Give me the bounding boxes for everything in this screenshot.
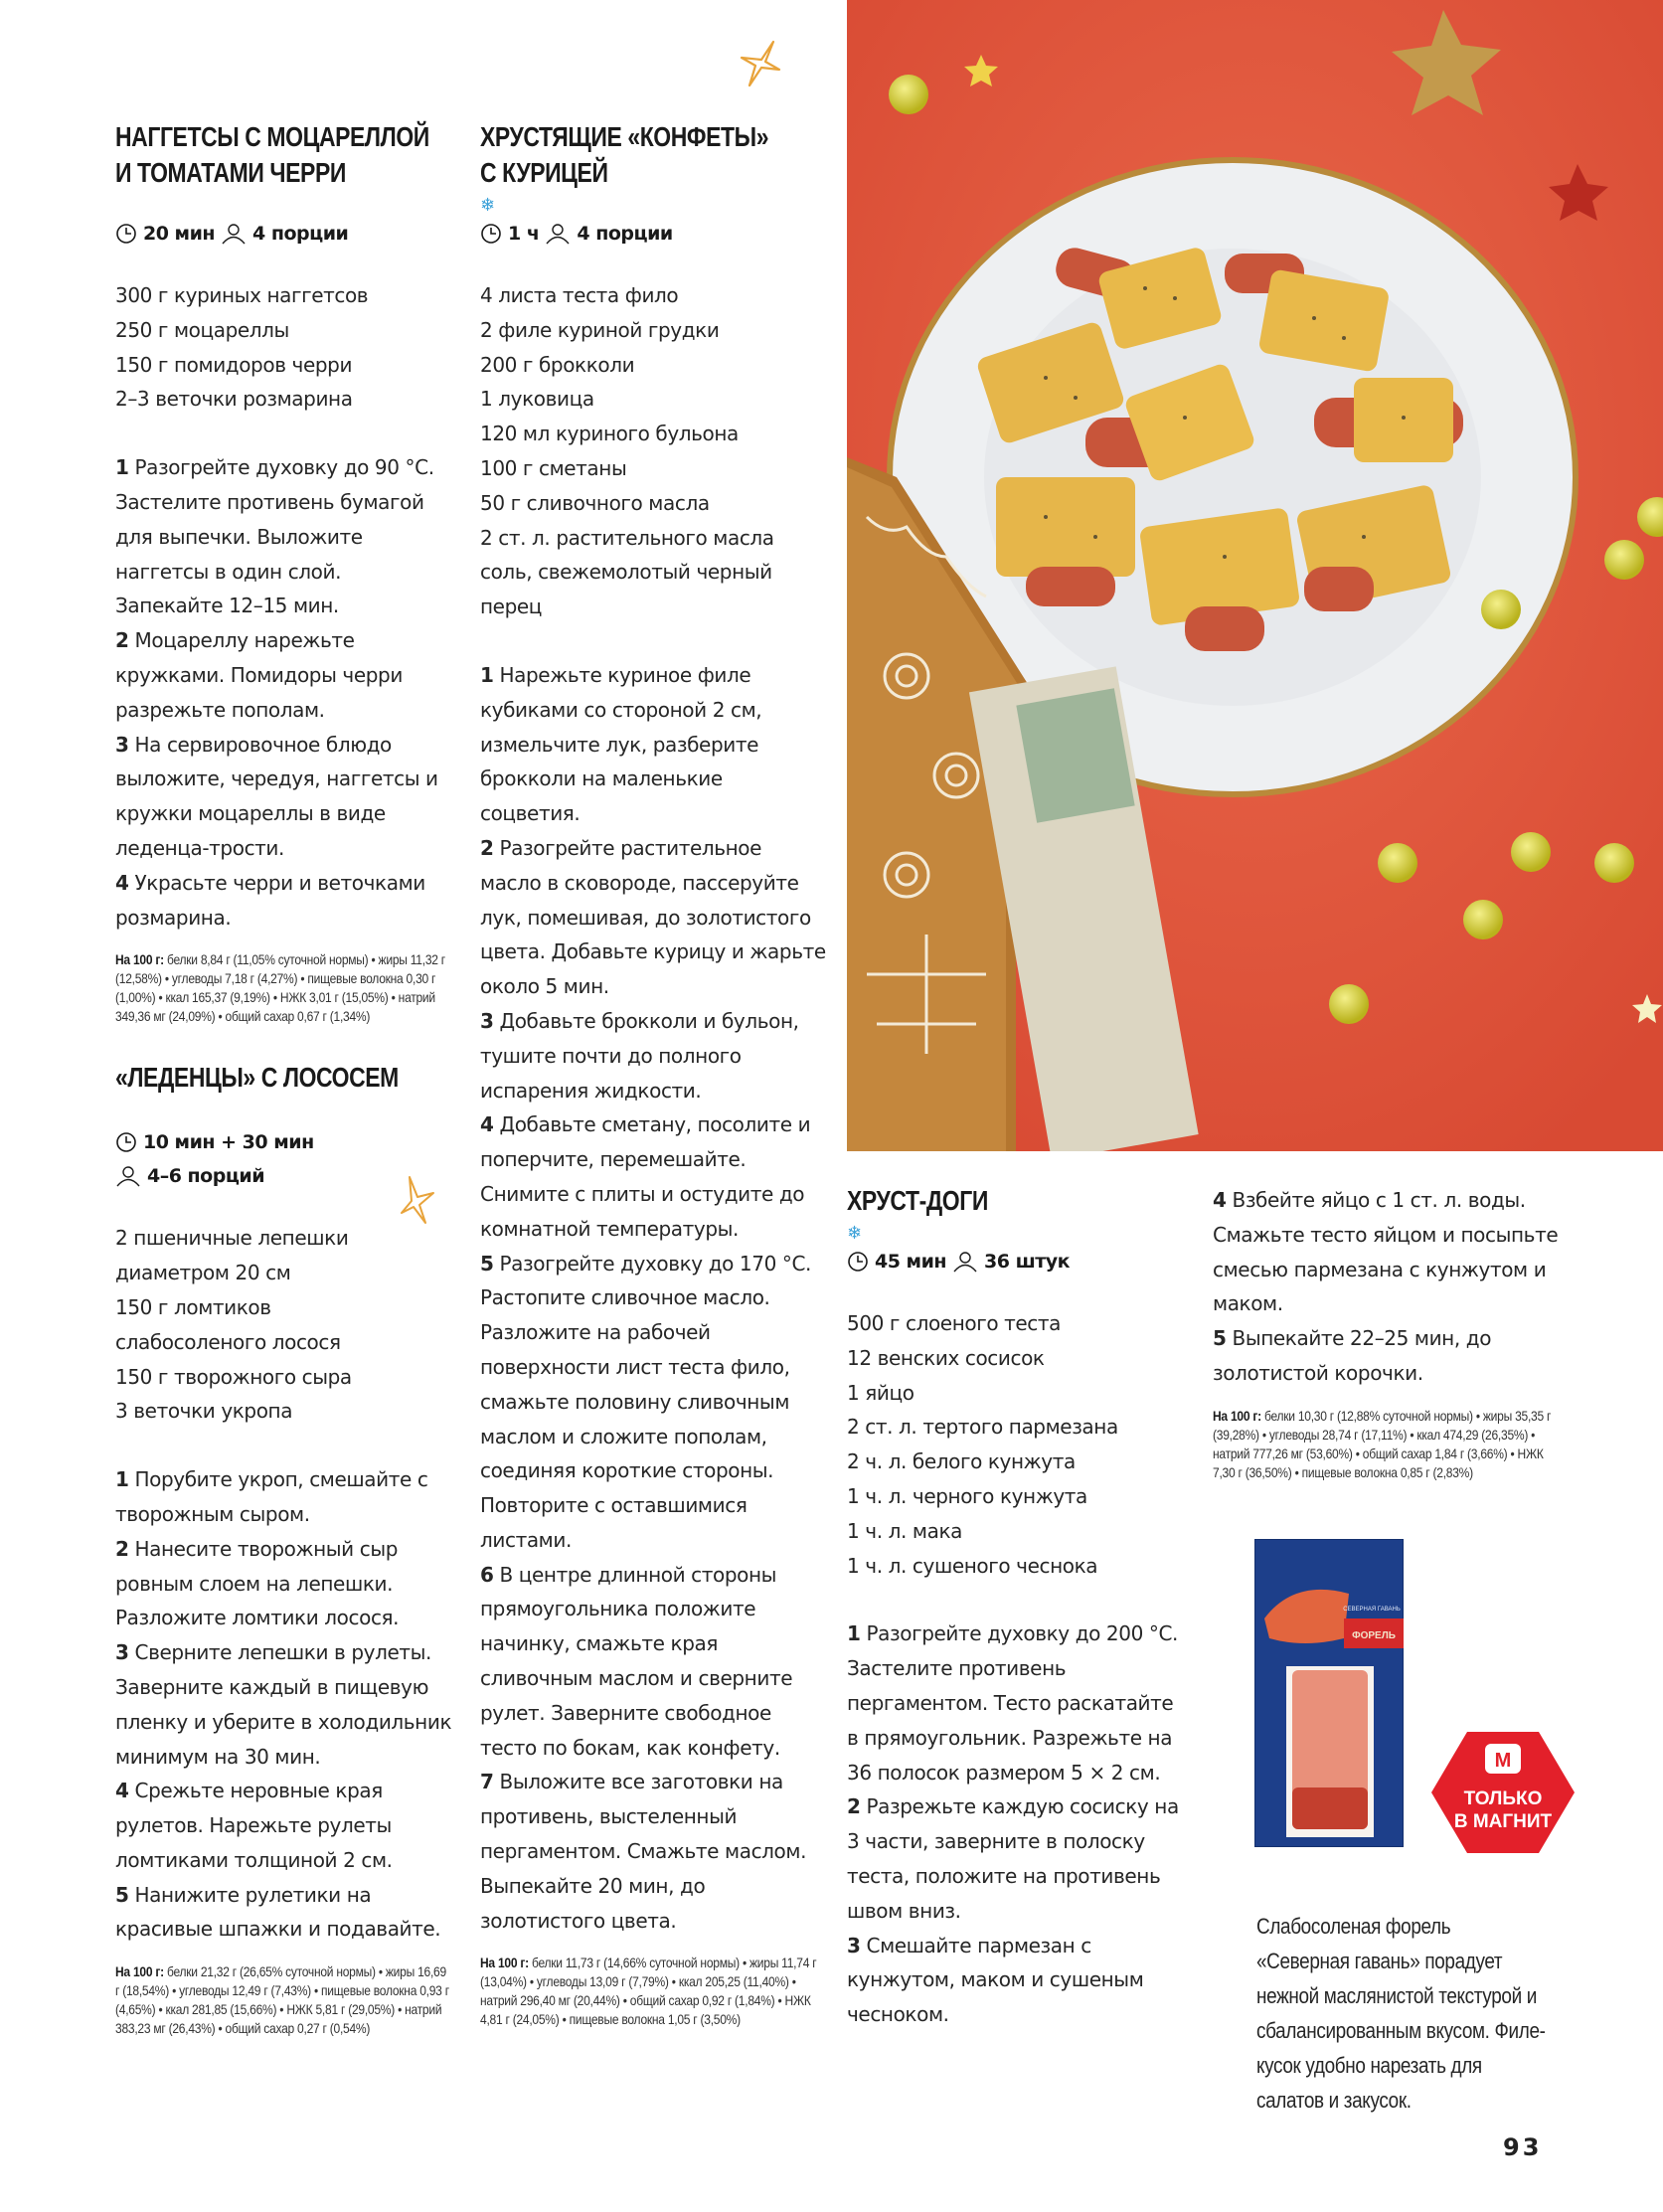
step-number: 2 <box>480 835 494 860</box>
nutrition-info <box>480 1954 827 2029</box>
ingredient: 12 венских сосисок <box>847 1345 1045 1370</box>
ingredient: 150 г творожного сыра <box>115 1364 352 1389</box>
ingredient: 250 г моцареллы <box>115 317 289 342</box>
page-number: 93 <box>1503 2133 1543 2161</box>
servings: 4 порции <box>577 223 673 245</box>
ingredient: соль, свежемолотый черный <box>480 560 772 585</box>
step-number: 1 <box>115 1467 129 1492</box>
step <box>115 1635 453 1774</box>
step-number: 2 <box>115 628 129 653</box>
step-text: Украсьте черри и веточками розмарина. <box>115 870 425 930</box>
cook-time: 1 ч <box>508 223 540 245</box>
step-number: 1 <box>115 455 129 480</box>
recipe-title <box>847 1183 1124 1219</box>
nutrition-label: На 100 г: <box>115 951 164 968</box>
ingredients-list <box>115 1221 453 1429</box>
ingredients-list <box>847 1306 1185 1583</box>
step-number: 5 <box>115 1882 129 1907</box>
step <box>115 728 453 866</box>
title-line: ХРУСТ-ДОГИ <box>847 1185 988 1216</box>
step-text: Добавьте брокколи и бульон, тушите почти до полного испарения жидкости. <box>480 1008 799 1103</box>
step <box>480 1765 828 1938</box>
ingredient: слабосоленого лосося <box>115 1329 341 1354</box>
step-number: 1 <box>480 662 494 687</box>
product-package-image <box>1254 1539 1404 1847</box>
ingredient: 1 ч. л. сушеного чеснока <box>847 1553 1098 1578</box>
ingredient: 2 пшеничные лепешки <box>115 1226 349 1251</box>
step-text: Смешайте пармезан с кунжутом, маком и сушеным чесноком. <box>847 1933 1144 2027</box>
nutrition-info <box>115 950 452 1026</box>
clock-icon <box>115 1131 137 1153</box>
ingredient: 300 г куриных наггетсов <box>115 283 369 307</box>
time-line <box>115 1125 314 1159</box>
cook-time: 20 мин <box>143 223 216 245</box>
step-number: 2 <box>115 1536 129 1561</box>
step-text: Порубите укроп, смешайте с творожным сыром. <box>115 1467 428 1526</box>
step-text: Разрежьте каждую сосиску на 3 части, заверните в полоску теста, положите на противень швом вниз. <box>847 1794 1179 1923</box>
recipe-crunch-dogs-continued <box>1213 1183 1561 1482</box>
title-line: НАГГЕТСЫ С МОЦАРЕЛЛОЙ <box>115 121 429 152</box>
step <box>480 1558 828 1766</box>
ingredients-list <box>115 278 453 417</box>
magnit-logo-letter: М <box>1494 1750 1512 1772</box>
step-number: 5 <box>480 1251 494 1276</box>
recipe-nuggets <box>115 119 453 2038</box>
recipe-crunch-dogs <box>847 1183 1185 2032</box>
person-icon <box>115 1165 141 1187</box>
nutrition-label: На 100 г: <box>480 1955 529 1971</box>
servings: 36 штук <box>984 1251 1071 1273</box>
ingredient: 2 ст. л. растительного масла <box>480 525 774 550</box>
nutrition-values: белки 10,30 г (12,88% суточной нормы) • жиры 35,35 г (39,28%) • углеводы 28,74 г (17,11%) • ккал 474,29 (26,35%) • натрий 777,26 мг (53,60%) • общий сахар 1,84 г (3,66%) • НЖК 7,30 г (36,50%) • пищевые волокна 0,85 г (2,83%) <box>1213 1407 1552 1480</box>
step <box>480 831 828 1004</box>
ingredient: 4 листа теста фило <box>480 283 679 307</box>
ingredient: 1 яйцо <box>847 1380 915 1405</box>
step-number: 5 <box>1213 1326 1227 1351</box>
food-photo <box>847 0 1663 1151</box>
ingredient: 2 филе куриной грудки <box>480 317 720 342</box>
step <box>847 1929 1185 2032</box>
title-line: ХРУСТЯЩИЕ «КОНФЕТЫ» <box>480 121 769 152</box>
step <box>1213 1183 1561 1321</box>
step-number: 3 <box>115 732 129 757</box>
ingredient: 3 веточки укропа <box>115 1399 293 1424</box>
snowflake-icon: ❄ <box>847 1223 863 1244</box>
recipe-meta <box>115 1125 453 1193</box>
product-caption: Слабосоленая форель «Северная гавань» порадует нежной маслянистой текстурой и сбалансированным вкусом. Филе-кусок удобно нарезать для салатов и закусок. <box>1256 1914 1546 2113</box>
ingredient: 100 г сметаны <box>480 455 627 480</box>
step <box>847 1616 1185 1789</box>
step <box>480 1004 828 1107</box>
step-number: 4 <box>1213 1188 1227 1212</box>
steps-list <box>115 450 453 935</box>
step-number: 4 <box>115 1779 129 1803</box>
nutrition-values: белки 8,84 г (11,05% суточной нормы) • жиры 11,32 г (12,58%) • углеводы 7,18 г (4,27%) • пищевые волокна 0,30 г (1,00%) • ккал 165,37 (9,19%) • НЖК 3,01 г (15,05%) • натрий 349,36 мг (24,09%) • общий сахар 0,67 г (1,34%) <box>115 951 445 1025</box>
step-text: Сверните лепешки в рулеты. Заверните каждый в пищевую пленку и уберите в холодильник минимум на 30 мин. <box>115 1640 452 1769</box>
step-text: Срежьте неровные края рулетов. Нарежьте рулеты ломтиками толщиной 2 см. <box>115 1779 393 1872</box>
nutrition-info <box>1213 1407 1560 1482</box>
step-text: Нарежьте куриное филе кубиками со стороной 2 см, измельчите лук, разберите брокколи на маленькие соцветия. <box>480 662 762 826</box>
ingredient: 1 ч. л. мака <box>847 1518 962 1543</box>
ingredient: 2–3 веточки розмарина <box>115 387 353 412</box>
recipe-meta <box>480 217 828 251</box>
person-icon <box>221 223 247 245</box>
step <box>115 1878 453 1948</box>
ingredient: 120 мл куриного бульона <box>480 422 739 446</box>
step-text: Разогрейте растительное масло в сковороде, пассеруйте лук, помешивая, до золотистого цвета. Добавьте курицу и жарьте около 5 мин. <box>480 835 826 999</box>
step <box>115 450 453 623</box>
step <box>115 1774 453 1877</box>
step <box>115 1462 453 1532</box>
step <box>480 658 828 831</box>
steps-list <box>847 1616 1185 2032</box>
step-text: Разогрейте духовку до 90 °С. Застелите противень бумагой для выпечки. Выложите наггетсы в один слой. Запекайте 12–15 мин. <box>115 455 434 618</box>
step-number: 4 <box>115 870 129 895</box>
step <box>1213 1321 1561 1391</box>
step-number: 1 <box>847 1621 861 1646</box>
ingredient: 2 ст. л. тертого пармезана <box>847 1415 1118 1440</box>
star-doodle-icon <box>738 38 785 89</box>
ingredients-list <box>480 278 828 624</box>
servings-line <box>115 1159 264 1193</box>
step-text: Нанижите рулетики на красивые шпажки и подавайте. <box>115 1882 441 1942</box>
clock-icon <box>847 1251 869 1273</box>
step <box>480 1107 828 1246</box>
servings: 4 порции <box>252 223 349 245</box>
food-photo-illustration <box>847 0 1663 1151</box>
step-text: В центре длинной стороны прямоугольника положите начинку, смажьте края сливочным маслом и сверните рулет. Заверните свободное тесто по бокам, как конфету. <box>480 1562 793 1760</box>
steps-list <box>115 1462 453 1947</box>
ingredient: 1 луковица <box>480 387 594 412</box>
product-brand: СЕВЕРНАЯ ГАВАНЬ <box>1343 1607 1401 1613</box>
ingredient: 1 ч. л. черного кунжута <box>847 1483 1087 1508</box>
nutrition-label: На 100 г: <box>1213 1407 1261 1424</box>
ingredient: 500 г слоеного теста <box>847 1311 1061 1335</box>
cook-time: 10 мин + 30 мин <box>143 1131 314 1154</box>
ingredient: 150 г помидоров черри <box>115 352 353 377</box>
step-text: Нанесите творожный сыр ровным слоем на лепешки. Разложите ломтики лосося. <box>115 1536 400 1630</box>
ingredient: диаметром 20 см <box>115 1261 291 1285</box>
step <box>480 1247 828 1558</box>
person-icon <box>545 223 571 245</box>
only-in-magnit-badge <box>1429 1730 1577 1855</box>
steps-list <box>480 658 828 1938</box>
step-text: Выложите все заготовки на противень, выстеленный пергаментом. Смажьте маслом. Выпекайте 20 мин, до золотистого цвета. <box>480 1770 807 1933</box>
steps-list <box>1213 1183 1561 1391</box>
product-name: ФОРЕЛЬ <box>1352 1630 1396 1641</box>
nutrition-info <box>115 1962 452 2038</box>
clock-icon <box>480 223 502 245</box>
nutrition-values: белки 11,73 г (14,66% суточной нормы) • жиры 11,74 г (13,04%) • углеводы 13,09 г (7,79%) • ккал 205,25 (11,40%) • натрий 296,40 мг (20,44%) • общий сахар 0,92 г (1,84%) • НЖК 4,81 г (24,05%) • пищевые волокна 1,05 г (3,50%) <box>480 1955 817 2028</box>
step-number: 7 <box>480 1770 494 1794</box>
recipe-chicken-candies <box>480 119 828 2029</box>
person-icon <box>952 1251 978 1273</box>
step-text: Взбейте яйцо с 1 ст. л. воды. Смажьте тесто яйцом и посыпьте смесью пармезана с кунжутом и маком. <box>1213 1188 1559 1316</box>
ingredient: 150 г ломтиков <box>115 1294 271 1319</box>
step-number: 3 <box>480 1008 494 1033</box>
step-number: 3 <box>115 1640 129 1665</box>
step <box>847 1789 1185 1928</box>
snowflake-icon: ❄ <box>480 195 496 216</box>
step <box>115 1532 453 1635</box>
recipe-title <box>115 1060 399 1096</box>
recipe-meta <box>847 1245 1185 1278</box>
step <box>115 623 453 727</box>
step-number: 4 <box>480 1112 494 1137</box>
step-number: 3 <box>847 1933 861 1957</box>
recipe-meta <box>115 217 453 251</box>
step-text: Разогрейте духовку до 170 °С. Растопите сливочное масло. Разложите на рабочей поверхности лист теста фило, смажьте половину сливочным маслом и сложите пополам, соединяя короткие стороны. Повторите с оставшимися листами. <box>480 1251 811 1552</box>
step <box>115 866 453 936</box>
ingredient: 2 ч. л. белого кунжута <box>847 1449 1076 1474</box>
step-text: Моцареллу нарежьте кружками. Помидоры черри разрежьте пополам. <box>115 628 403 722</box>
step-number: 6 <box>480 1562 494 1587</box>
nutrition-values: белки 21,32 г (26,65% суточной нормы) • жиры 16,69 г (18,54%) • углеводы 12,49 г (7,43%) • пищевые волокна 0,93 г (4,65%) • ккал 281,85 (15,66%) • НЖК 5,81 г (29,05%) • натрий 383,23 мг (26,43%) • общий сахар 0,27 г (0,54%) <box>115 1963 449 2037</box>
recipe-title <box>115 119 429 191</box>
title-line: И ТОМАТАМИ ЧЕРРИ <box>115 157 346 188</box>
recipe-title <box>480 119 769 191</box>
badge-line-2: В МАГНИТ <box>1453 1811 1553 1832</box>
step-text: На сервировочное блюдо выложите, чередуя, наггетсы и кружки моцареллы в виде леденца-трости. <box>115 732 438 860</box>
step-number: 2 <box>847 1794 861 1819</box>
ingredient: 50 г сливочного масла <box>480 490 710 515</box>
step-text: Добавьте сметану, посолите и поперчите, перемешайте. Снимите с плиты и остудите до комнатной температуры. <box>480 1112 811 1241</box>
ingredient: перец <box>480 595 542 619</box>
servings: 4–6 порций <box>147 1165 265 1188</box>
badge-line-1: ТОЛЬКО <box>1463 1788 1543 1809</box>
clock-icon <box>115 223 137 245</box>
step-text: Разогрейте духовку до 200 °С. Застелите противень пергаментом. Тесто раскатайте в прямоугольник. Разрежьте на 36 полосок размером 5 × 2 см. <box>847 1621 1178 1785</box>
title-line: С КУРИЦЕЙ <box>480 157 608 188</box>
step-text: Выпекайте 22–25 мин, до золотистой корочки. <box>1213 1326 1492 1385</box>
nutrition-label: На 100 г: <box>115 1963 164 1980</box>
title-line: «ЛЕДЕНЦЫ» С ЛОСОСЕМ <box>115 1062 399 1094</box>
ingredient: 200 г брокколи <box>480 352 635 377</box>
cook-time: 45 мин <box>875 1251 947 1273</box>
